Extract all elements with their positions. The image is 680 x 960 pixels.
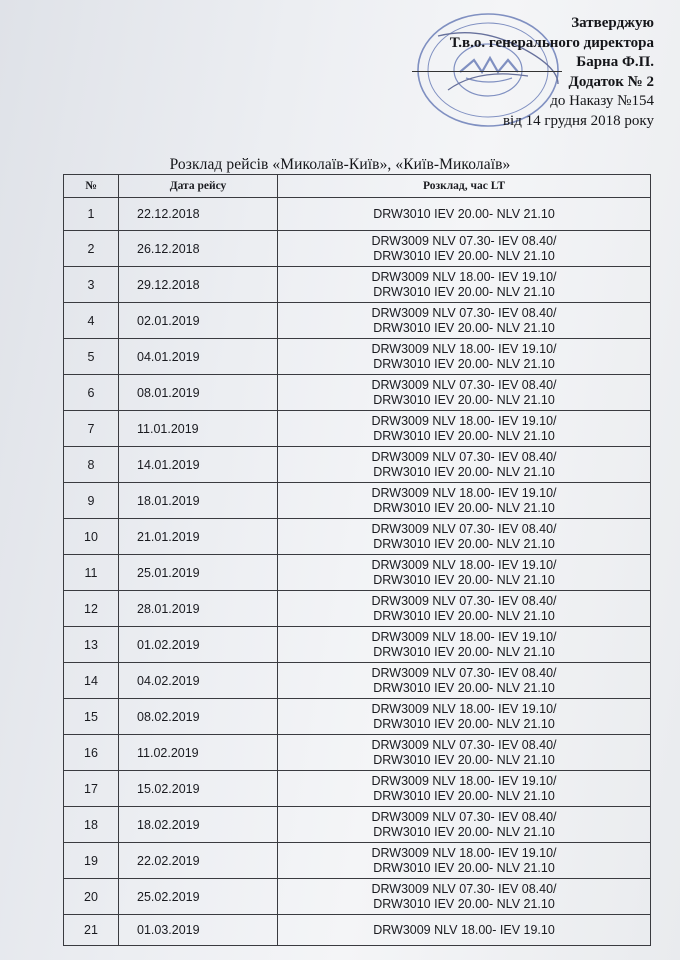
table-row: [64, 915, 651, 946]
approval-approve: Затверджую: [571, 15, 654, 31]
row-number: 20: [64, 879, 119, 915]
row-schedule: [278, 555, 651, 591]
row-date: 22.02.2019: [119, 843, 278, 879]
row-number: 17: [64, 771, 119, 807]
row-schedule: [278, 627, 651, 663]
schedule-line-2: DRW3010 IEV 20.00- NLV 21.10: [373, 608, 555, 623]
row-schedule: [278, 519, 651, 555]
schedule-line-1: DRW3009 NLV 18.00- IEV 19.10/: [371, 341, 557, 356]
row-schedule: [278, 699, 651, 735]
row-number: 7: [64, 411, 119, 447]
table-row: [64, 879, 651, 915]
schedule-line-1: DRW3009 NLV 18.00- IEV 19.10/: [371, 269, 557, 284]
row-date: 29.12.2018: [119, 267, 278, 303]
schedule-line-2: DRW3010 IEV 20.00- NLV 21.10: [373, 428, 555, 443]
row-number: 12: [64, 591, 119, 627]
schedule-line-2: DRW3010 IEV 20.00- NLV 21.10: [373, 860, 555, 875]
table-row: [64, 411, 651, 447]
row-date: 18.02.2019: [119, 807, 278, 843]
schedule-line-2: DRW3010 IEV 20.00- NLV 21.10: [373, 536, 555, 551]
row-schedule: [278, 483, 651, 519]
schedule-line-1: DRW3009 NLV 18.00- IEV 19.10/: [371, 845, 557, 860]
row-date: 04.01.2019: [119, 339, 278, 375]
schedule-line-1: DRW3009 NLV 07.30- IEV 08.40/: [371, 377, 557, 392]
table-row: [64, 699, 651, 735]
table-row: [64, 627, 651, 663]
row-date: 08.02.2019: [119, 699, 278, 735]
row-number: 1: [64, 198, 119, 231]
row-number: 6: [64, 375, 119, 411]
row-number: 15: [64, 699, 119, 735]
row-schedule: [278, 339, 651, 375]
schedule-line-2: DRW3010 IEV 20.00- NLV 21.10: [373, 716, 555, 731]
row-schedule: [278, 879, 651, 915]
row-schedule: [278, 231, 651, 267]
table-row: [64, 771, 651, 807]
schedule-line-2: DRW3010 IEV 20.00- NLV 21.10: [373, 248, 555, 263]
row-number: 16: [64, 735, 119, 771]
schedule-line-1: DRW3009 NLV 18.00- IEV 19.10/: [371, 773, 557, 788]
row-date: 28.01.2019: [119, 591, 278, 627]
table-row: [64, 807, 651, 843]
table-row: [64, 231, 651, 267]
row-schedule: [278, 771, 651, 807]
approval-block: [450, 14, 654, 131]
schedule-line-1: DRW3009 NLV 18.00- IEV 19.10/: [371, 629, 557, 644]
table-row: [64, 267, 651, 303]
header-schedule: Розклад, час LT: [278, 175, 651, 198]
schedule-line-1: DRW3009 NLV 07.30- IEV 08.40/: [371, 233, 557, 248]
row-date: 25.01.2019: [119, 555, 278, 591]
schedule-line-2: DRW3010 IEV 20.00- NLV 21.10: [373, 752, 555, 767]
row-schedule: [278, 663, 651, 699]
approval-order: до Наказу №154: [550, 93, 654, 109]
approval-signatory: Барна Ф.П.: [576, 54, 654, 70]
table-row: [64, 483, 651, 519]
row-date: 04.02.2019: [119, 663, 278, 699]
schedule-line-1: DRW3009 NLV 18.00- IEV 19.10/: [371, 701, 557, 716]
schedule-line-2: DRW3010 IEV 20.00- NLV 21.10: [373, 392, 555, 407]
schedule-table: [63, 174, 651, 946]
row-number: 11: [64, 555, 119, 591]
row-number: 21: [64, 915, 119, 946]
schedule-line-2: DRW3010 IEV 20.00- NLV 21.10: [373, 284, 555, 299]
approval-appendix: Додаток № 2: [568, 73, 654, 90]
table-row: [64, 555, 651, 591]
row-number: 5: [64, 339, 119, 375]
row-number: 9: [64, 483, 119, 519]
row-number: 2: [64, 231, 119, 267]
row-date: 25.02.2019: [119, 879, 278, 915]
schedule-line-1: DRW3009 NLV 07.30- IEV 08.40/: [371, 521, 557, 536]
row-date: 18.01.2019: [119, 483, 278, 519]
row-date: 01.03.2019: [119, 915, 278, 946]
row-number: 14: [64, 663, 119, 699]
approval-position: Т.в.о. генерального директора: [449, 34, 654, 51]
table-row: [64, 303, 651, 339]
header-date: Дата рейсу: [119, 175, 278, 198]
schedule-line-1: DRW3009 NLV 07.30- IEV 08.40/: [371, 449, 557, 464]
row-number: 3: [64, 267, 119, 303]
table-row: [64, 339, 651, 375]
row-date: 15.02.2019: [119, 771, 278, 807]
row-date: 26.12.2018: [119, 231, 278, 267]
row-date: 22.12.2018: [119, 198, 278, 231]
row-date: 14.01.2019: [119, 447, 278, 483]
schedule-line-1: DRW3009 NLV 18.00- IEV 19.10/: [371, 557, 557, 572]
schedule-line-1: DRW3009 NLV 07.30- IEV 08.40/: [371, 593, 557, 608]
row-number: 13: [64, 627, 119, 663]
row-number: 10: [64, 519, 119, 555]
row-date: 08.01.2019: [119, 375, 278, 411]
schedule-line-1: DRW3009 NLV 07.30- IEV 08.40/: [371, 809, 557, 824]
row-number: 19: [64, 843, 119, 879]
row-schedule: [278, 591, 651, 627]
table-row: [64, 735, 651, 771]
row-schedule: [278, 735, 651, 771]
schedule-line-2: DRW3010 IEV 20.00- NLV 21.10: [373, 500, 555, 515]
schedule-line-2: DRW3010 IEV 20.00- NLV 21.10: [373, 896, 555, 911]
schedule-line-1: DRW3009 NLV 18.00- IEV 19.10: [373, 922, 555, 937]
schedule-line-2: DRW3010 IEV 20.00- NLV 21.10: [373, 320, 555, 335]
row-schedule: [278, 267, 651, 303]
row-number: 8: [64, 447, 119, 483]
schedule-line-1: DRW3009 NLV 07.30- IEV 08.40/: [371, 881, 557, 896]
schedule-line-2: DRW3010 IEV 20.00- NLV 21.10: [373, 680, 555, 695]
document-title: Розклад рейсів «Миколаїв-Київ», «Київ-Миколаїв»: [169, 156, 511, 173]
table-row: [64, 375, 651, 411]
table-row: [64, 447, 651, 483]
table-header-row: [64, 175, 651, 198]
row-date: 21.01.2019: [119, 519, 278, 555]
header-number: №: [64, 175, 119, 198]
table-row: [64, 663, 651, 699]
table-row: [64, 198, 651, 231]
row-number: 4: [64, 303, 119, 339]
row-schedule: [278, 807, 651, 843]
row-schedule: [278, 303, 651, 339]
row-schedule: [278, 375, 651, 411]
schedule-line-1: DRW3009 NLV 18.00- IEV 19.10/: [371, 413, 557, 428]
row-number: 18: [64, 807, 119, 843]
row-date: 11.02.2019: [119, 735, 278, 771]
table-row: [64, 519, 651, 555]
table-body: [64, 198, 651, 946]
row-schedule: [278, 411, 651, 447]
row-date: 01.02.2019: [119, 627, 278, 663]
schedule-line-2: DRW3010 IEV 20.00- NLV 21.10: [373, 464, 555, 479]
table-row: [64, 591, 651, 627]
approval-date: від 14 грудня 2018 року: [502, 112, 654, 129]
row-schedule: [278, 843, 651, 879]
row-date: 02.01.2019: [119, 303, 278, 339]
schedule-line-1: DRW3009 NLV 07.30- IEV 08.40/: [371, 305, 557, 320]
table-row: [64, 843, 651, 879]
schedule-line-1: DRW3009 NLV 07.30- IEV 08.40/: [371, 737, 557, 752]
row-schedule: [278, 198, 651, 231]
row-schedule: [278, 915, 651, 946]
schedule-line-2: DRW3010 IEV 20.00- NLV 21.10: [373, 572, 555, 587]
schedule-line-2: DRW3010 IEV 20.00- NLV 21.10: [373, 356, 555, 371]
schedule-line-1: DRW3009 NLV 18.00- IEV 19.10/: [371, 485, 557, 500]
schedule-line-2: DRW3010 IEV 20.00- NLV 21.10: [373, 788, 555, 803]
schedule-line-1: DRW3010 IEV 20.00- NLV 21.10: [373, 206, 555, 221]
row-schedule: [278, 447, 651, 483]
schedule-line-2: DRW3010 IEV 20.00- NLV 21.10: [373, 824, 555, 839]
row-date: 11.01.2019: [119, 411, 278, 447]
schedule-line-2: DRW3010 IEV 20.00- NLV 21.10: [373, 644, 555, 659]
schedule-line-1: DRW3009 NLV 07.30- IEV 08.40/: [371, 665, 557, 680]
